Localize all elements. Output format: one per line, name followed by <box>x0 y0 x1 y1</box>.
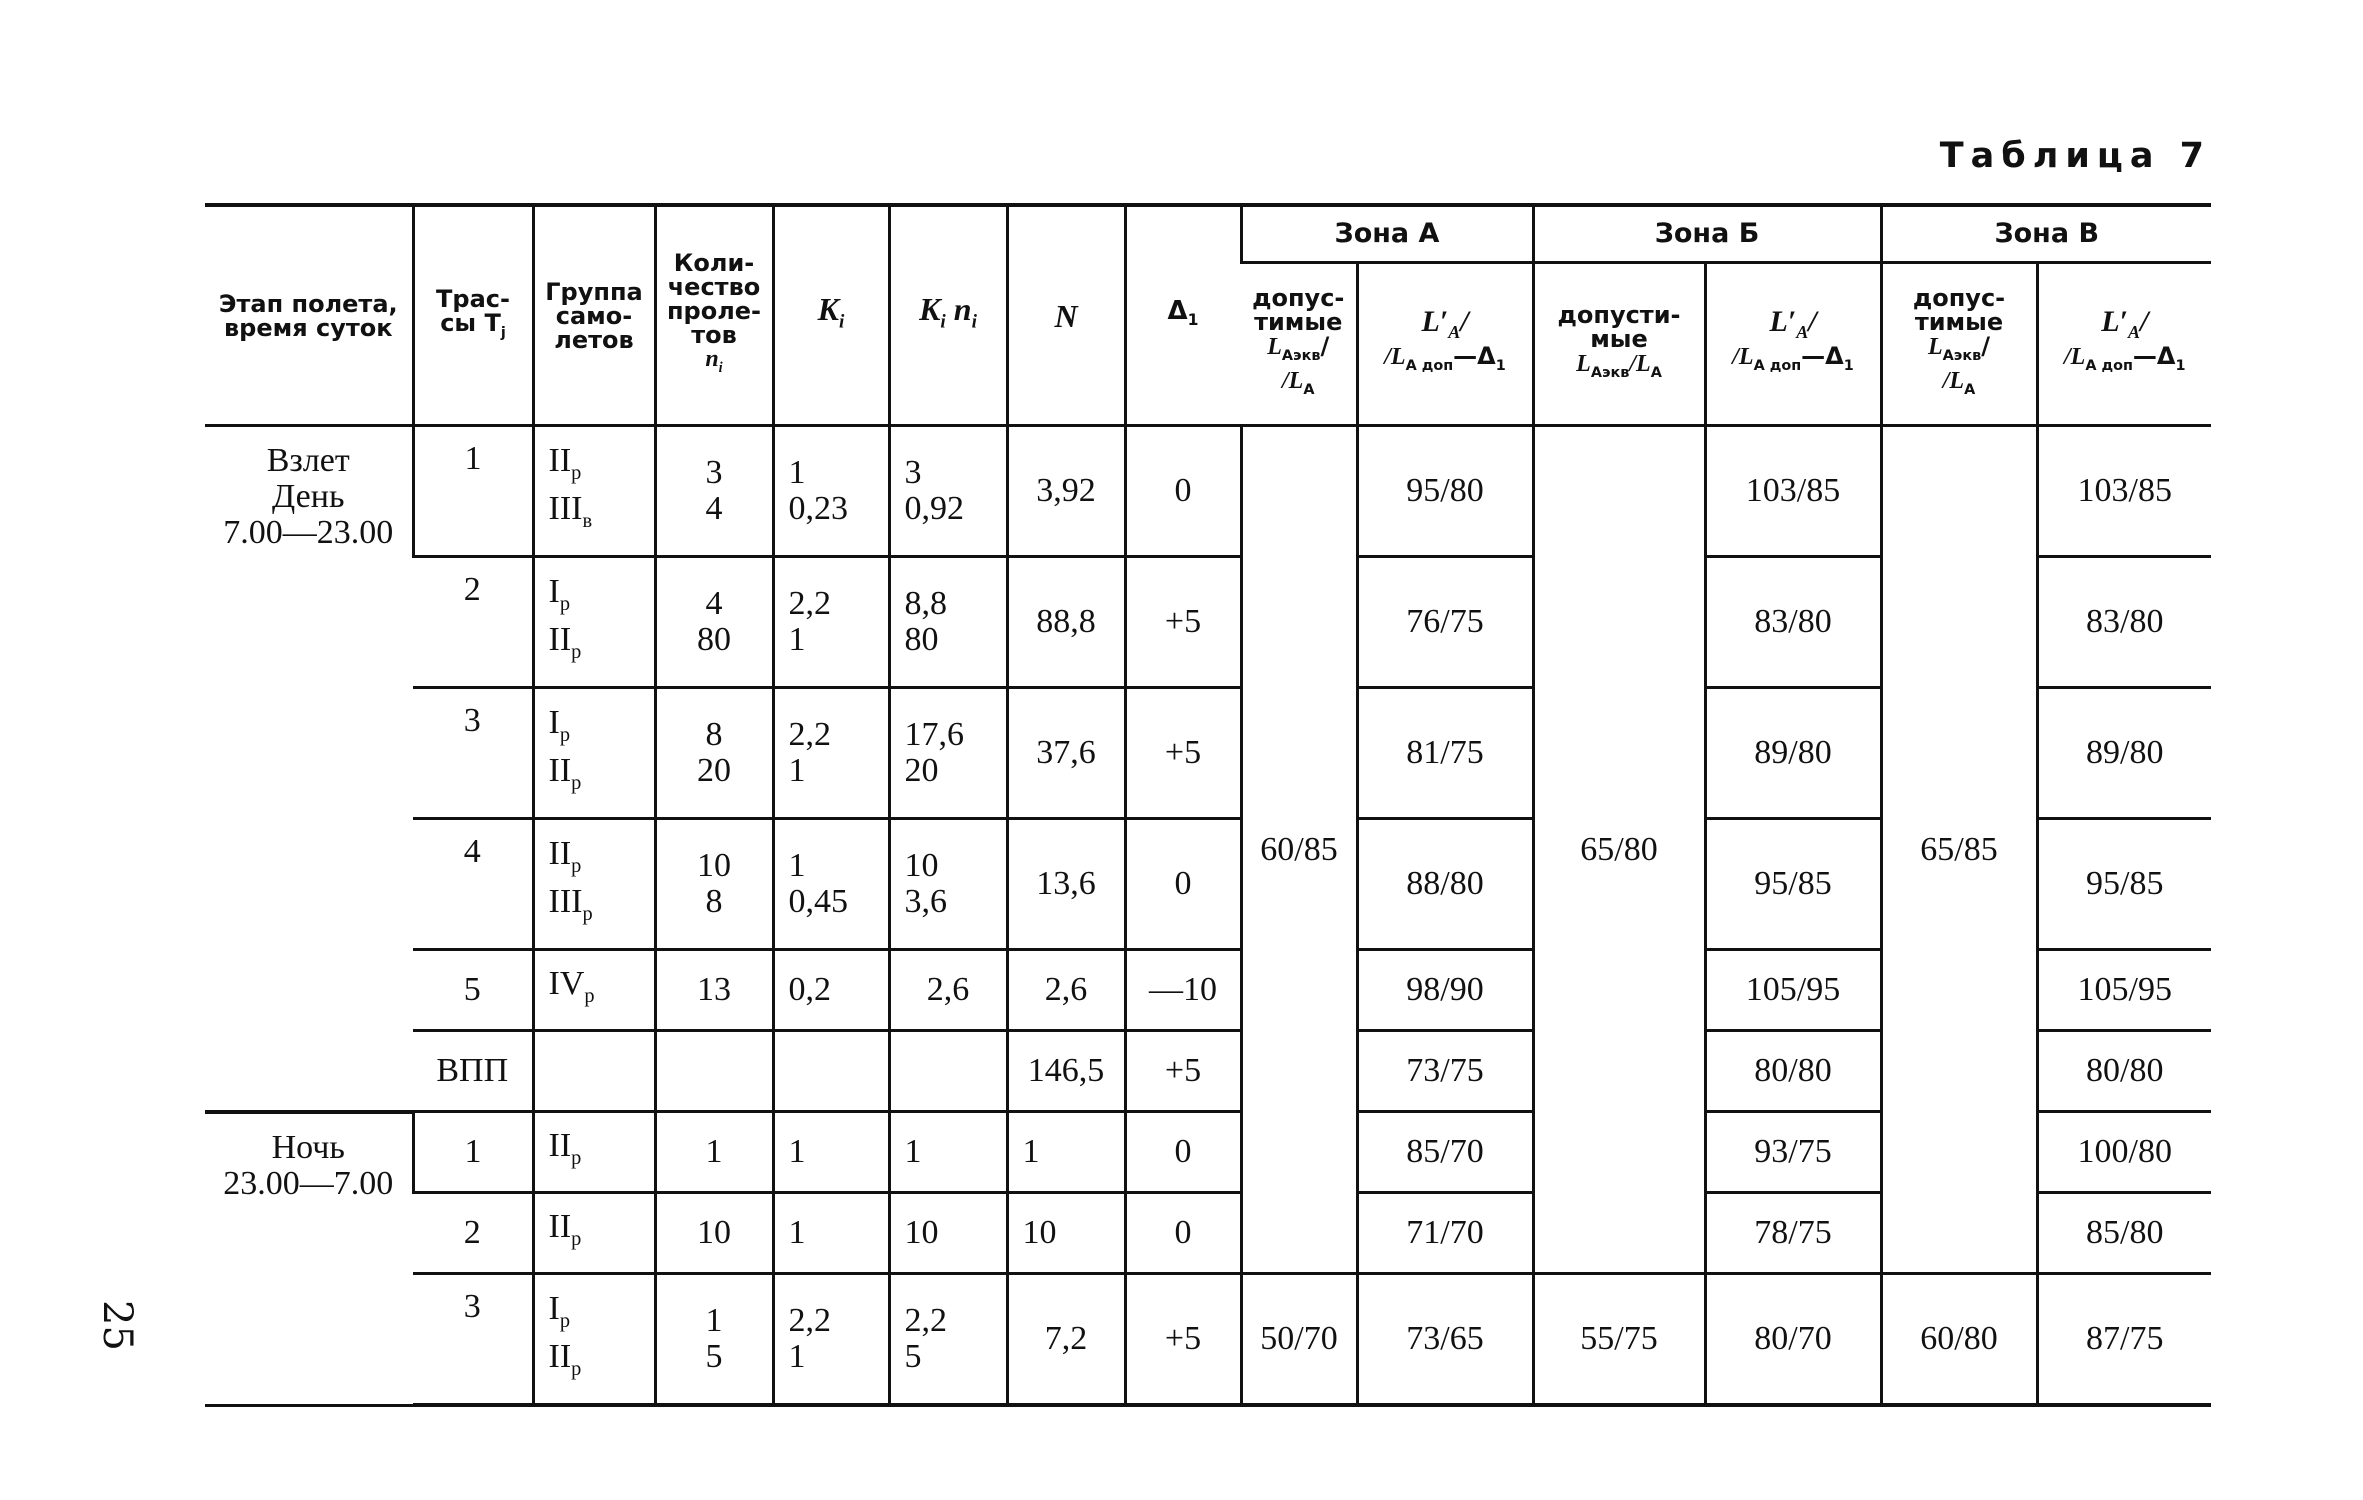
zone-a-la-cell: 73/65 <box>1357 1274 1533 1406</box>
delta-cell: +5 <box>1125 557 1241 688</box>
ki-cell <box>773 1031 889 1112</box>
flights-cell: 10 <box>655 1193 773 1274</box>
zone-a-la-cell: 88/80 <box>1357 819 1533 950</box>
zone-v-la-cell: 103/85 <box>2037 426 2211 557</box>
zone-a-la-cell: 71/70 <box>1357 1193 1533 1274</box>
ki-cell: 2,2 1 <box>773 557 889 688</box>
delta-cell: 0 <box>1125 1193 1241 1274</box>
zone-b-la-cell: 80/70 <box>1705 1274 1881 1406</box>
header-k-i-n-i: $K_i$ $n_i$ <box>889 205 1007 426</box>
flights-cell: 10 8 <box>655 819 773 950</box>
header-flight-count: Коли- чество проле- тов $n_i$ <box>655 205 773 426</box>
ki-cell: 1 0,23 <box>773 426 889 557</box>
header-zone-a: Зона А <box>1241 205 1533 263</box>
table-row <box>205 426 2211 557</box>
stage-night: Ночь 23.00—7.00 <box>205 1112 413 1406</box>
n-cell: 88,8 <box>1007 557 1125 688</box>
ki-cell: 1 0,45 <box>773 819 889 950</box>
header-zone-v-la: $L'_А/$ $/L_{А доп}—\Delta_1$ <box>2037 263 2211 426</box>
zone-b-allowed-day: 65/80 <box>1533 426 1705 1274</box>
zone-b-la-cell: 95/85 <box>1705 819 1881 950</box>
zone-a-la-cell: 95/80 <box>1357 426 1533 557</box>
group-cell: $II_р$ $III_р$ <box>533 819 655 950</box>
zone-v-la-cell: 105/95 <box>2037 950 2211 1031</box>
zone-b-la-cell: 105/95 <box>1705 950 1881 1031</box>
zone-a-la-cell: 98/90 <box>1357 950 1533 1031</box>
zone-v-la-cell: 85/80 <box>2037 1193 2211 1274</box>
delta-cell: —10 <box>1125 950 1241 1031</box>
delta-cell: 0 <box>1125 819 1241 950</box>
page-number: 25 <box>94 1300 140 1351</box>
route-cell: 2 <box>413 557 533 688</box>
n-cell: 1 <box>1007 1112 1125 1193</box>
header-route: Трас- сы $T_j$ <box>413 205 533 426</box>
group-cell: $I_р$ $II_р$ <box>533 557 655 688</box>
group-cell: $IV_р$ <box>533 950 655 1031</box>
route-cell: 1 <box>413 1112 533 1193</box>
flights-cell: 1 <box>655 1112 773 1193</box>
zone-v-la-cell: 95/85 <box>2037 819 2211 950</box>
zone-a-allowed-night: 50/70 <box>1241 1274 1357 1406</box>
n-cell: 2,6 <box>1007 950 1125 1031</box>
table-row <box>205 1274 2211 1406</box>
ki-cell: 2,2 1 <box>773 688 889 819</box>
delta-cell: 0 <box>1125 426 1241 557</box>
kn-cell: 17,6 20 <box>889 688 1007 819</box>
delta-cell: +5 <box>1125 1274 1241 1406</box>
flights-cell <box>655 1031 773 1112</box>
kn-cell: 8,8 80 <box>889 557 1007 688</box>
group-cell: $II_р$ <box>533 1112 655 1193</box>
kn-cell: 10 3,6 <box>889 819 1007 950</box>
noise-table <box>205 203 2211 1407</box>
route-cell: 5 <box>413 950 533 1031</box>
n-cell: 7,2 <box>1007 1274 1125 1406</box>
route-cell: 4 <box>413 819 533 950</box>
zone-v-la-cell: 100/80 <box>2037 1112 2211 1193</box>
n-cell: 13,6 <box>1007 819 1125 950</box>
zone-a-la-cell: 76/75 <box>1357 557 1533 688</box>
group-cell: $II_р$ <box>533 1193 655 1274</box>
n-cell: 37,6 <box>1007 688 1125 819</box>
delta-cell: 0 <box>1125 1112 1241 1193</box>
zone-v-la-cell: 83/80 <box>2037 557 2211 688</box>
n-cell: 10 <box>1007 1193 1125 1274</box>
route-cell: 3 <box>413 1274 533 1406</box>
header-zone-b-allowed: допусти- мые $L_{Аэкв}/L_А$ <box>1533 263 1705 426</box>
zone-v-allowed-night: 60/80 <box>1881 1274 2037 1406</box>
zone-v-la-cell: 87/75 <box>2037 1274 2211 1406</box>
n-cell: 3,92 <box>1007 426 1125 557</box>
zone-b-allowed-night: 55/75 <box>1533 1274 1705 1406</box>
zone-b-la-cell: 89/80 <box>1705 688 1881 819</box>
kn-cell: 1 <box>889 1112 1007 1193</box>
zone-a-la-cell: 85/70 <box>1357 1112 1533 1193</box>
header-zone-v-allowed: допус- тимые $L_{Аэкв}/$ $/L_А$ <box>1881 263 2037 426</box>
route-cell: 3 <box>413 688 533 819</box>
header-zone-a-allowed: допус- тимые $L_{Аэкв}/$ $/L_А$ <box>1241 263 1357 426</box>
header-aircraft-group: Группа само- летов <box>533 205 655 426</box>
n-cell: 146,5 <box>1007 1031 1125 1112</box>
delta-cell: +5 <box>1125 1031 1241 1112</box>
header-delta: $\Delta_1$ <box>1125 205 1241 426</box>
kn-cell: 2,6 <box>889 950 1007 1031</box>
route-cell: 2 <box>413 1193 533 1274</box>
header-zone-b-la: $L'_А/$ $/L_{А доп}—\Delta_1$ <box>1705 263 1881 426</box>
zone-v-la-cell: 80/80 <box>2037 1031 2211 1112</box>
zone-b-la-cell: 80/80 <box>1705 1031 1881 1112</box>
group-cell: $I_р$ $II_р$ <box>533 1274 655 1406</box>
header-stage: Этап полета, время суток <box>205 205 413 426</box>
route-cell: 1 <box>413 426 533 557</box>
header-n: N <box>1007 205 1125 426</box>
route-cell: ВПП <box>413 1031 533 1112</box>
zone-a-allowed-day: 60/85 <box>1241 426 1357 1274</box>
ki-cell: 2,2 1 <box>773 1274 889 1406</box>
kn-cell: 10 <box>889 1193 1007 1274</box>
stage-day: Взлет День 7.00—23.00 <box>205 426 413 1112</box>
flights-cell: 8 20 <box>655 688 773 819</box>
zone-v-la-cell: 89/80 <box>2037 688 2211 819</box>
header-zone-b: Зона Б <box>1533 205 1881 263</box>
group-cell: $II_р$ $III_в$ <box>533 426 655 557</box>
header-zone-v: Зона В <box>1881 205 2211 263</box>
group-cell <box>533 1031 655 1112</box>
flights-cell: 1 5 <box>655 1274 773 1406</box>
zone-b-la-cell: 83/80 <box>1705 557 1881 688</box>
zone-b-la-cell: 103/85 <box>1705 426 1881 557</box>
group-cell: $I_р$ $II_р$ <box>533 688 655 819</box>
flights-cell: 3 4 <box>655 426 773 557</box>
zone-a-la-cell: 81/75 <box>1357 688 1533 819</box>
header-row-zones <box>205 205 2211 263</box>
kn-cell <box>889 1031 1007 1112</box>
zone-a-la-cell: 73/75 <box>1357 1031 1533 1112</box>
header-zone-a-la: $L'_А/$ $/L_{А доп}—\Delta_1$ <box>1357 263 1533 426</box>
kn-cell: 3 0,92 <box>889 426 1007 557</box>
zone-b-la-cell: 78/75 <box>1705 1193 1881 1274</box>
zone-v-allowed-day: 65/85 <box>1881 426 2037 1274</box>
flights-cell: 13 <box>655 950 773 1031</box>
zone-b-la-cell: 93/75 <box>1705 1112 1881 1193</box>
kn-cell: 2,2 5 <box>889 1274 1007 1406</box>
ki-cell: 1 <box>773 1193 889 1274</box>
flights-cell: 4 80 <box>655 557 773 688</box>
table-caption: Таблица 7 <box>1939 136 2211 176</box>
header-k-i: $K_i$ <box>773 205 889 426</box>
ki-cell: 0,2 <box>773 950 889 1031</box>
ki-cell: 1 <box>773 1112 889 1193</box>
delta-cell: +5 <box>1125 688 1241 819</box>
